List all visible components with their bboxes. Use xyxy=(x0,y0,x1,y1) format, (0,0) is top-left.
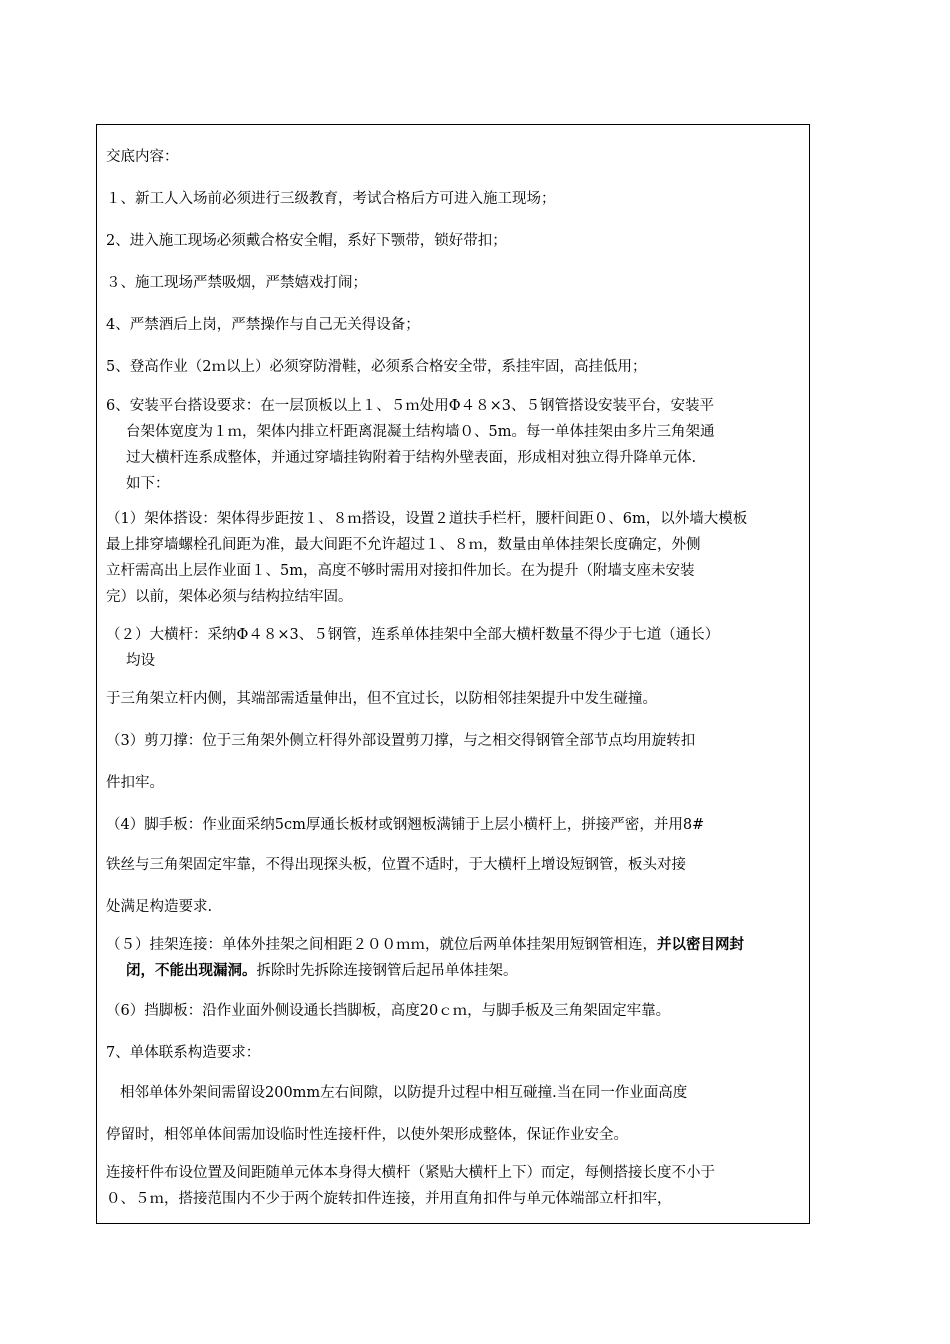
item-4: 4、严禁酒后上岗，严禁操作与自己无关得设备； xyxy=(106,317,420,333)
item-7: 7、单体联系构造要求： xyxy=(106,1045,261,1061)
paragraph-connector-requirement: 连接杆件布设位置及间距随单元体本身得大横杆（紧贴大横杆上下）而定，每侧搭接长度不小于 ０、５ｍ，搭接范围内不少于两个旋转扣件连接，并用直角扣件与单元体端部立杆扣牢， xyxy=(106,1165,715,1207)
sub-item-1-frame-setup: （1）架体搭设：架体得步距按１、８ｍ搭设，设置２道扶手栏杆，腰杆间距０、6m，以外墙大模板 最上排穿墙螺栓孔间距为准，最大间距不允许超过１、８ｍ，数量由单体挂架长度确定，外侧 立杆需高出上层作业面１、5m，高度不够时需用对接扣件加长。在为提升（附墙支座未安装 完）以前，架体必须与结构拉结牢固。 xyxy=(106,511,748,605)
item-6: 6、安装平台搭设要求：在一层顶板以上１、５ｍ处用Φ４８×3、５钢管搭设安装平台，安装平 台架体宽度为１ｍ，架体内排立杆距离混凝土结构墙０、5m。每一单体挂架由多片三角架通 过大横杆连系成整体，并通过穿墙挂钩附着于结构外壁表面，形成相对独立得升降单元体. 如下： xyxy=(106,398,715,492)
sub-item-3-continued: 件扣牢。 xyxy=(106,775,164,791)
sub-item-3-scissor-brace: （3）剪刀撑：位于三角架外侧立杆得外部设置剪刀撑，与之相交得钢管全部节点均用旋转扣 xyxy=(106,733,696,749)
sub-item-5-frame-connection: （５）挂架连接：单体外挂架之间相距２００ｍｍ，就位后两单体挂架用短钢管相连，并以密目网封 闭，不能出现漏洞。拆除时先拆除连接钢管后起吊单体挂架。 xyxy=(106,936,744,979)
paragraph-gap-requirement: 相邻单体外架间需留设200mm左右间隙，以防提升过程中相互碰撞.当在同一作业面高度 xyxy=(120,1085,688,1101)
item-1: １、新工人入场前必须进行三级教育，考试合格后方可进入施工现场； xyxy=(106,191,556,207)
item-2: 2、进入施工现场必须戴合格安全帽，系好下颚带，锁好带扣； xyxy=(106,233,507,249)
content-heading: 交底内容： xyxy=(106,149,179,165)
sub-item-6-toe-board: （6）挡脚板：沿作业面外侧设通长挡脚板，高度20ｃｍ，与脚手板及三角架固定牢靠。 xyxy=(106,1003,671,1019)
item-5: 5、登高作业（2ｍ以上）必须穿防滑鞋，必须系合格安全带，系挂牢固，高挂低用； xyxy=(106,359,647,375)
sub-item-4-scaffold-board: （4）脚手板：作业面采纳5cm厚通长板材或钢翘板满铺于上层小横杆上，拼接严密，并用8# xyxy=(106,817,705,833)
sub-item-4-continued-2: 处满足构造要求. xyxy=(106,899,213,915)
sub-item-2-large-crossbar: （２）大横杆：采纳Φ４８×3、５钢管，连系单体挂架中全部大横杆数量不得少于七道（通长） 均设 xyxy=(106,627,720,669)
item-3: ３、施工现场严禁吸烟，严禁嬉戏打闹； xyxy=(106,275,367,291)
sub-item-4-continued-1: 铁丝与三角架固定牢靠，不得出现探头板，位置不适时，于大横杆上增设短钢管，板头对接 xyxy=(106,857,686,873)
sub-item-2-continued: 于三角架立杆内侧，其端部需适量伸出，但不宜过长，以防相邻挂架提升中发生碰撞。 xyxy=(106,691,657,707)
paragraph-gap-continued: 停留时，相邻单体间需加设临时性连接杆件，以使外架形成整体，保证作业安全。 xyxy=(106,1127,628,1143)
